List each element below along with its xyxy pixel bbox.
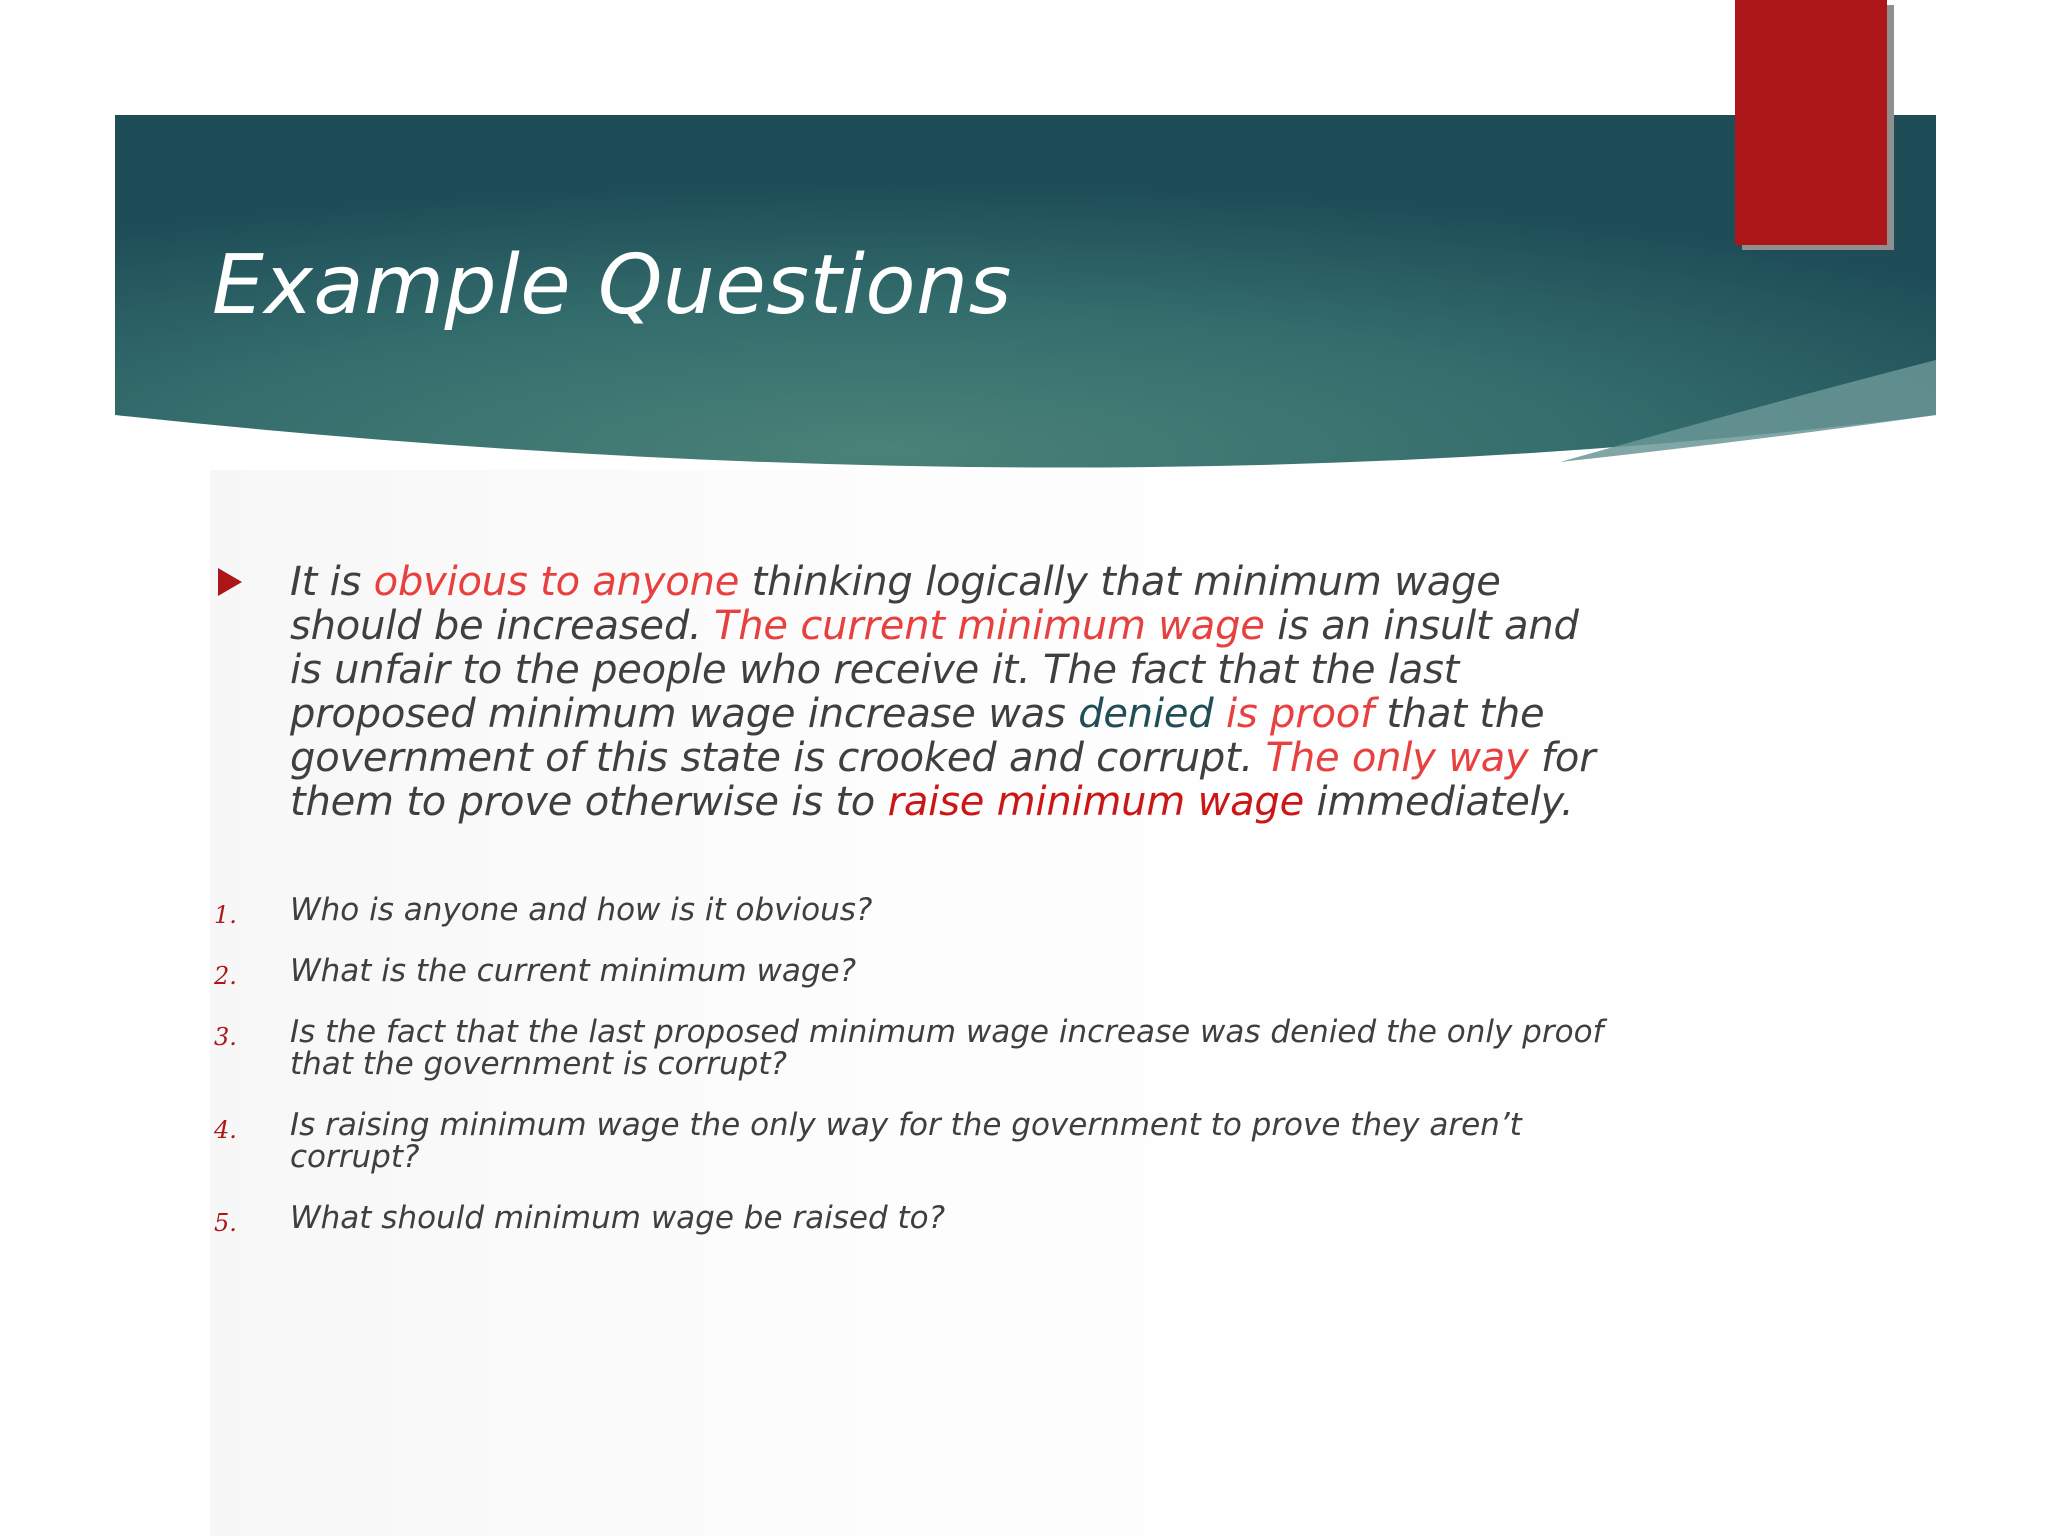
question-number: 4. bbox=[214, 1116, 237, 1144]
highlight-phrase: The current minimum wage bbox=[714, 603, 1265, 649]
question-number: 2. bbox=[214, 962, 237, 990]
question-text: Who is anyone and how is it obvious? bbox=[290, 892, 873, 928]
question-item bbox=[212, 1016, 1632, 1080]
question-number: 5. bbox=[214, 1209, 237, 1237]
question-number: 3. bbox=[214, 1023, 237, 1051]
paragraph-text: that the government of this state is crooked and corrupt. bbox=[290, 691, 1545, 781]
paragraph-text: is an insult and is unfair to the people who receive it. The fact that the last proposed minimum wage increase was bbox=[290, 603, 1579, 737]
question-text: Is raising minimum wage the only way for the government to prove they aren’t corrupt? bbox=[290, 1107, 1522, 1175]
slide-title: Example Questions bbox=[212, 238, 1012, 333]
question-item bbox=[212, 1200, 1632, 1237]
highlight-phrase: is proof bbox=[1225, 691, 1374, 737]
paragraph-text: immediately. bbox=[1304, 779, 1574, 825]
question-item bbox=[212, 892, 1632, 929]
paragraph-text: thinking logically that minimum wage should be increased. bbox=[290, 559, 1501, 649]
paragraph-text bbox=[1213, 691, 1226, 737]
red-accent-block bbox=[1735, 0, 1887, 245]
question-item bbox=[212, 1109, 1632, 1173]
argument-paragraph bbox=[290, 560, 1620, 824]
question-text: Is the fact that the last proposed minimum wage increase was denied the only proof that the government is corrupt? bbox=[290, 1014, 1604, 1082]
question-item bbox=[212, 953, 1632, 990]
paragraph-text: for them to prove otherwise is to bbox=[290, 735, 1596, 825]
question-number: 1. bbox=[214, 901, 237, 929]
highlight-phrase: denied bbox=[1078, 691, 1214, 737]
bullet-arrow-icon bbox=[218, 568, 242, 596]
highlight-phrase: obvious to anyone bbox=[373, 559, 740, 605]
question-text: What should minimum wage be raised to? bbox=[290, 1200, 946, 1236]
highlight-phrase: raise minimum wage bbox=[887, 779, 1305, 825]
paragraph-text: It is bbox=[290, 559, 374, 605]
questions-list bbox=[212, 894, 1632, 1263]
highlight-phrase: The only way bbox=[1265, 735, 1529, 781]
question-text: What is the current minimum wage? bbox=[290, 953, 857, 989]
